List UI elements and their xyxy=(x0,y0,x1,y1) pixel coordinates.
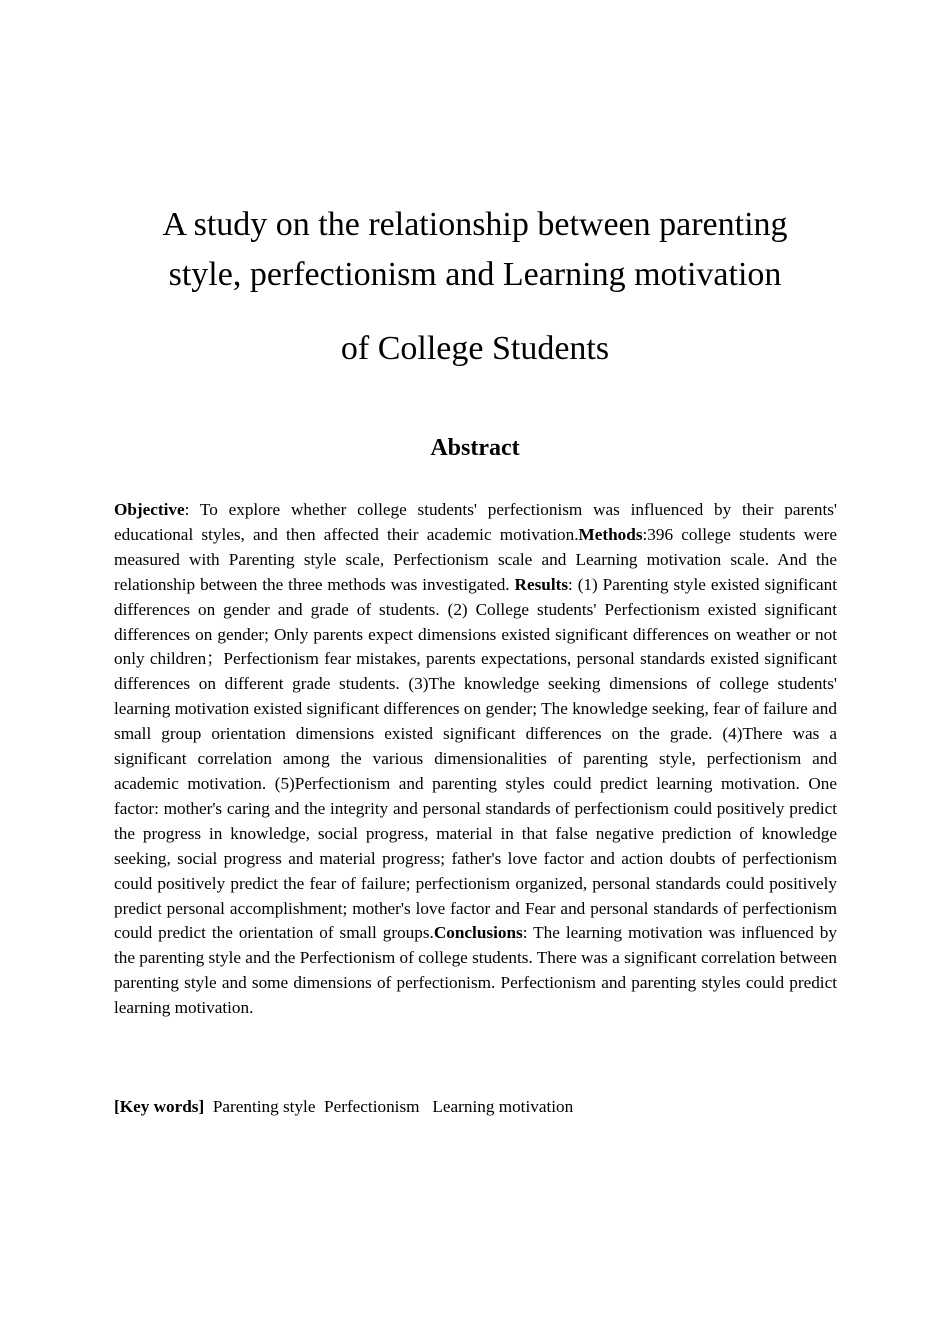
title-line-1: A study on the relationship between parenting xyxy=(162,206,788,243)
abstract-heading: Abstract xyxy=(430,435,520,461)
title-line-3: of College Students xyxy=(340,330,610,367)
paper-title-continued xyxy=(100,324,850,374)
objective-text: : To explore whether college students' perfectionism was influenced by their parents' educational styles, and then affected their academic motivation. xyxy=(114,500,837,544)
title-line-2: style, perfectionism and Learning motivation xyxy=(168,256,782,293)
keywords-label: [Key words] xyxy=(114,1097,205,1116)
keywords xyxy=(114,1095,837,1120)
results-text: : (1) Parenting style existed significant differences on gender and grade of students. (2) College students' Perfectionism existed significant differences on gender; Only parents expect dimensions existed significant differences on weather or not only children；Perfectionism fear mistakes, parents expectations, personal standards existed significant differences on different grade students. (3)The knowledge seeking dimensions of college students' learning motivation existed significant differences on gender; The knowledge seeking, fear of failure and small group orientation dimensions existed significant differences on the grade. (4)There was a significant correlation among the various dimensionalities of parenting style, perfectionism and academic motivation. (5)Perfectionism and parenting styles could predict learning motivation. One factor: mother's caring and the integrity and personal standards of perfectionism could positively predict the progress in knowledge, social progress, material in that false negative prediction of knowledge seeking, social progress and material progress; father's love factor and action doubts of perfectionism could positively predict the fear of failure; perfectionism organized, personal standards could positively predict personal accomplishment; mother's love factor and Fear and personal standards of perfectionism could predict the orientation of small groups. xyxy=(114,574,838,943)
methods-label: Methods xyxy=(578,524,643,544)
paper-title xyxy=(100,200,850,300)
methods-text: :396 college students were measured with Parenting style scale, Perfectionism scale and Learning motivation scale. And the relationship between the three methods was investigated. xyxy=(114,524,837,594)
results-label: Results xyxy=(514,574,569,594)
conclusions-text: : The learning motivation was influenced by the parenting style and the Perfectionism of college students. There was a significant correlation between parenting style and some dimensions of perfectionism. Perfectionism and parenting styles could predict learning motivation. xyxy=(114,923,837,1018)
objective-label: Objective xyxy=(114,500,185,519)
keywords-text: Parenting style Perfectionism Learning motivation xyxy=(204,1097,574,1116)
conclusions-label: Conclusions xyxy=(433,923,523,943)
abstract-body xyxy=(114,498,837,1021)
